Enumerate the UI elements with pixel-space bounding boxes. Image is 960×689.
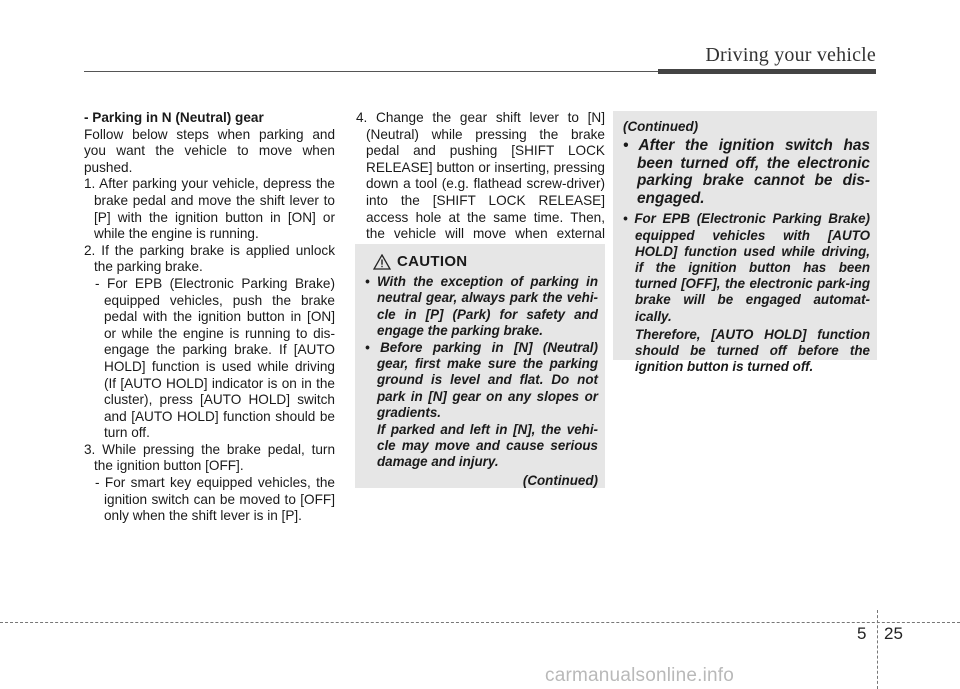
caution-header xyxy=(373,253,467,270)
caution-bullet-1: • With the exception of parking in neutral gear, always park the vehi-cle in [P] (Park) for safety and engage the parking brake. xyxy=(365,274,598,339)
page-number: 25 xyxy=(884,624,903,643)
middle-column xyxy=(356,110,605,259)
chapter-number: 5 xyxy=(857,624,867,643)
note-bullet-2: • For EPB (Electronic Parking Brake) equipped vehicles with [AUTO HOLD] function used while driving, if the ignition button has been turned [OFF], the electronic park-ing brake will be engaged automat-ically. xyxy=(623,211,870,324)
intro-paragraph: Follow below steps when parking and you want the vehicle to move when pushed. xyxy=(84,126,335,175)
caution-body xyxy=(365,274,598,489)
watermark: carmanualsonline.info xyxy=(545,665,735,686)
step-1: 1. After parking your vehicle, depress the brake pedal and move the shift lever to [P] with the ignition button in [ON] or while the engine is running. xyxy=(84,176,335,242)
continued-note-box xyxy=(613,111,877,375)
step-2-sub: - For EPB (Electronic Parking Brake) equipped vehicles, push the brake pedal with the ignition button in [ON] or while the engine is running to dis-engage the parking brake. If [AUTO HOLD] function is used while driving (If [AUTO HOLD] indicator is on in the cluster), press [AUTO HOLD] switch and [AUTO HOLD] function should be turn off. xyxy=(95,275,335,441)
step-3-sub: - For smart key equipped vehicles, the ignition switch can be moved to [OFF] only when the shift lever is in [P]. xyxy=(95,475,335,524)
caution-box xyxy=(355,244,605,488)
step-3: 3. While pressing the brake pedal, turn the ignition button [OFF]. xyxy=(84,441,335,474)
step-2: 2. If the parking brake is applied unlock the parking brake. xyxy=(84,242,335,275)
warning-triangle-icon xyxy=(373,254,391,270)
note-bullet-2-continued: Therefore, [AUTO HOLD] function should be turned off before the ignition button is turned off. xyxy=(635,326,870,375)
note-bullet-1: • After the ignition switch has been turned off, the electronic parking brake cannot be dis-engaged. xyxy=(623,137,870,207)
caution-title: CAUTION xyxy=(397,253,468,270)
footer-rule xyxy=(0,622,960,623)
note-continued-label: (Continued) xyxy=(623,119,699,134)
caution-bullet-2-continued: If parked and left in [N], the vehi-cle may move and cause serious damage and injury. xyxy=(377,421,598,470)
section-title: Driving your vehicle xyxy=(705,44,876,66)
footer-divider xyxy=(877,610,878,689)
left-column xyxy=(84,110,335,525)
caution-continued-label: (Continued) xyxy=(522,472,598,488)
note-body xyxy=(623,119,870,375)
section-heading: - Parking in N (Neutral) gear xyxy=(84,110,264,125)
caution-bullet-2: • Before parking in [N] (Neutral) gear, first make sure the parking ground is level and flat. Do not park in [N] gear on any slopes or gradients. xyxy=(365,339,598,421)
step-4: 4. Change the gear shift lever to [N] (Neutral) while pressing the brake pedal and pushing [SHIFT LOCK RELEASE] button or inserting, pressing down a tool (e.g. flathead screw-driver) into the [SHIFT LOCK RELEASE] access hole at the same time. Then, the vehicle will move when external xyxy=(356,110,605,242)
header-rule-accent xyxy=(658,69,876,74)
